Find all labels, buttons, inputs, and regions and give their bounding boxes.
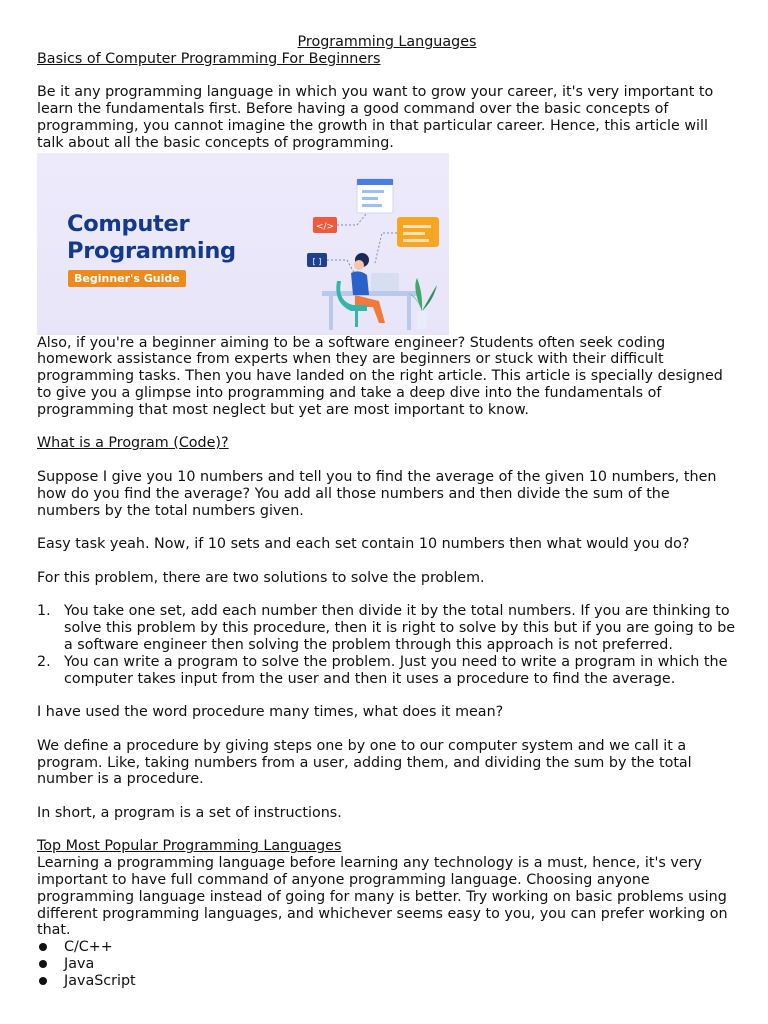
bullet-icon: [39, 977, 47, 985]
hero-title-line2: Programming: [67, 237, 236, 264]
heading-popular-languages: Top Most Popular Programming Languages: [37, 838, 342, 855]
hero-title-line1: Computer: [67, 210, 190, 237]
paragraph-7: We define a procedure by giving steps one by one to our computer system and we call it a program. Like, taking numbers from a user, adding them, and dividing the sum by the total number is a procedure.: [37, 737, 692, 788]
programmer-illustration-icon: [267, 173, 442, 333]
hero-image: [37, 153, 449, 335]
paragraph-9: Learning a programming language before learning any technology is a must, hence, it's very important to have full command of anyone programming language. Choosing anyone programming language instead of going for many is better. Try working on basic problems using different programming languages, and whichever seems easy to you, you can prefer working on that.: [37, 855, 728, 939]
document-title: Programming Languages: [297, 34, 477, 50]
list-text: You can write a program to solve the problem. Just you need to write a program in which the computer takes input from the user and then it uses a procedure to find the average.: [64, 653, 728, 687]
list-item: [37, 654, 737, 688]
intro-paragraph: Be it any programming language in which you want to grow your career, it's very important to learn the fundamentals first. Before having a good command over the basic concepts of programming, you cannot imagine the growth in that particular career. Hence, this article will talk about all the basic concepts of programming.: [37, 84, 714, 151]
heading-what-is-program: What is a Program (Code)?: [37, 435, 229, 452]
hero-badge: Beginner's Guide: [68, 270, 186, 287]
paragraph-6: I have used the word procedure many times, what does it mean?: [37, 704, 504, 721]
solutions-list: [37, 603, 737, 687]
list-text: You take one set, add each number then divide it by the total numbers. If you are thinking to solve this problem by this procedure, then it is right to solve by this but if you are going to be a software engineer then solving the problem through this approach is not preferred.: [64, 603, 736, 653]
list-text: C/C++: [64, 939, 113, 956]
document-page: [37, 34, 737, 990]
list-number: 2.: [37, 653, 51, 670]
bracket-tag: [ ]: [312, 256, 322, 266]
bullet-icon: [39, 943, 47, 951]
paragraph-8: In short, a program is a set of instructions.: [37, 804, 342, 821]
list-text: JavaScript: [64, 972, 136, 989]
hero-title: [67, 211, 236, 265]
document-subtitle: Basics of Computer Programming For Beginners: [37, 50, 381, 67]
list-item: [37, 956, 737, 973]
paragraph-5: For this problem, there are two solutions to solve the problem.: [37, 569, 485, 586]
paragraph-3: Suppose I give you 10 numbers and tell you to find the average of the given 10 numbers, then how do you find the average? You add all those numbers and then divide the sum of the numbers by the total numbers given.: [37, 468, 717, 519]
code-tag: </>: [315, 221, 335, 232]
list-item: [37, 973, 737, 990]
paragraph-2: Also, if you're a beginner aiming to be a software engineer? Students often seek coding homework assistance from experts when they are beginners or stuck with their difficult programming tasks. Then you have landed on the right article. This article is specially designed to give you a glimpse into programming and take a deep dive into the fundamentals of programming that most neglect but yet are most important to know.: [37, 334, 723, 418]
list-text: Java: [64, 956, 95, 973]
languages-list: [37, 939, 737, 989]
list-item: [37, 603, 737, 653]
bullet-icon: [39, 960, 47, 968]
list-item: [37, 939, 737, 956]
list-number: 1.: [37, 603, 51, 620]
paragraph-4: Easy task yeah. Now, if 10 sets and each set contain 10 numbers then what would you do?: [37, 536, 690, 553]
